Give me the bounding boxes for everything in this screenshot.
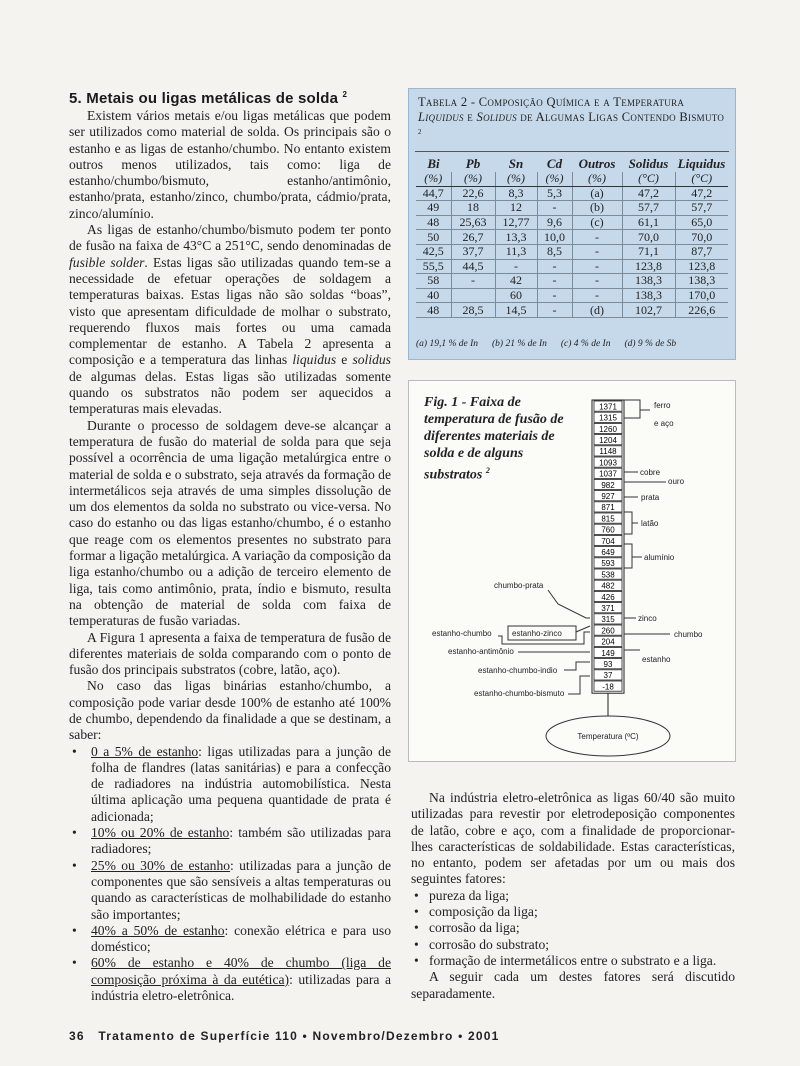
solidus-term: solidus [352,352,391,368]
table-cell: 60 [495,288,537,303]
estanho-antimonio-label: estanho-antimônio [448,647,514,656]
chumbo-label: chumbo [674,630,703,639]
scale-tick-label: 1093 [599,458,617,468]
table-cell: - [537,274,572,289]
scale-tick-label: 1204 [599,436,617,445]
table-cell: - [495,259,537,274]
table-cell: 71,1 [622,244,675,259]
scale-tick-label: 149 [601,648,615,658]
scale-tick-label: 93 [603,660,613,669]
prata-label: prata [641,493,660,502]
table-cell: - [572,259,622,274]
table-row [416,186,728,201]
table-cell: 8,5 [537,244,572,259]
estanho-zinco-leader [576,626,590,632]
table-cell: 87,7 [675,244,728,259]
table-cell: - [537,288,572,303]
estanho-chumbo-bismuto-label: estanho-chumbo-bismuto [474,689,565,698]
table-title-liquidus: Liquidus [418,110,464,124]
latao-bracket [624,512,632,534]
table-cell: 26,7 [451,230,495,245]
list-item-key: 60% de estanho e 40% de chumbo (liga de composição próxima à da eutética) [91,955,391,987]
liquidus-term: liquidus [292,352,337,368]
table-cell: 138,3 [622,274,675,289]
table-cell: 70,0 [622,230,675,245]
table-cell: 12 [495,201,537,216]
scale-tick-label: 426 [601,592,615,602]
scale-tick-label: 482 [601,581,615,591]
table-cell: 49 [416,201,451,216]
paragraph-2-start: As ligas de estanho/chumbo/bismuto podem ter ponto de fusão na faixa de 43°C a 251°C, sendo denominadas de [69,222,391,254]
scale-tick-label: 927 [601,492,615,501]
scale-tick-label: 1315 [599,413,617,423]
table-cell: 9,6 [537,215,572,230]
ferro-label: ferro [654,401,671,410]
table-note: (d) 9 % de Sb [624,339,677,349]
list-item [69,955,391,1004]
scale-tick-label: 704 [601,536,615,546]
table-cell: (d) [572,303,622,318]
table-row [416,288,728,303]
table-cell: 138,3 [675,274,728,289]
table-cell: - [572,288,622,303]
list-item: • corrosão da liga; [411,920,735,936]
estanho-chumbo-indio-leader [564,662,590,670]
list-item-text: : utilizadas para a indústria eletro-eletrônica. [91,971,391,1004]
figure-caption-text: Fig. 1 - Faixa de temperatura de fusão de diferentes materiais de solda e de alguns substratos [424,395,564,483]
figure-caption-ref: 2 [485,466,490,475]
table-cell: 44,7 [416,186,451,201]
scale-tick-label: 1148 [599,447,617,457]
table-cell: 50 [416,230,451,245]
column-unit: (°C) [675,172,728,186]
section-heading-text: 5. Metais ou ligas metálicas de solda [69,90,339,107]
scale-tick-label: 204 [601,637,615,647]
table-cell: 57,7 [675,201,728,216]
table-cell: - [451,274,495,289]
temperature-label: Temperatura (ºC) [577,732,639,741]
table-cell: 8,3 [495,186,537,201]
table-cell: 48 [416,215,451,230]
column-header: Sn [508,156,524,171]
list-item-key: 40% a 50% de estanho [91,922,225,938]
fusible-term: fusible solder [69,254,145,270]
table-cell: - [537,303,572,318]
table-cell: 138,3 [622,288,675,303]
table-row [416,215,728,230]
table-cell: - [572,244,622,259]
table-cell: (a) [572,186,622,201]
scale-tick-label: 1371 [599,402,617,412]
table-cell [451,288,495,303]
paragraph-1: Existem vários metais e/ou ligas metálicas que podem ser utilizados como material de solda. Os principais são o estanho e as ligas de estanho/chumbo. No entanto existem outros menos utilizados, tais como: liga de estanho/chumbo/bismuto, estanho/antimônio, estanho/prata, estanho/zinco, chumbo/prata, cádmio/prata, zinco/alumínio. [69,108,391,221]
scale-tick-label: 260 [601,626,615,636]
column-unit: (%) [451,172,495,186]
column-header: Liquidus [677,156,726,171]
table-cell: 47,2 [675,186,728,201]
table-cell: (b) [572,201,622,216]
table-note: (c) 4 % de In [560,339,611,349]
scale-tick-label: 538 [601,570,615,580]
estanho-chumbo-bismuto-leader [568,676,590,694]
estanho-chumbo-label: estanho-chumbo [432,629,492,638]
table-cell: 11,3 [495,244,537,259]
table-title-ref: 2 [418,128,422,136]
table-cell: 57,7 [622,201,675,216]
column-header: Bi [427,156,440,171]
scale-tick-label: -18 [602,682,614,692]
table-cell: 123,8 [675,259,728,274]
list-item-text: : ligas utilizadas para a junção de folha de flandres (latas sanitárias) e para a confecção de radiadores na indústria automobilística. Nesta última aplicação uma pequena quantidade de prata é adicionada; [91,743,391,824]
column-header: Outros [578,156,616,171]
table-row [416,303,728,318]
table-cell: 44,5 [451,259,495,274]
right-column [411,790,735,1002]
list-item [69,858,391,923]
table-cell: 25,63 [451,215,495,230]
table-row [416,244,728,259]
cobre-label: cobre [640,468,661,477]
column-header: Cd [546,156,563,171]
table-cell: 48 [416,303,451,318]
table-cell: 58 [416,274,451,289]
scale-tick-label: 371 [601,604,615,613]
table-row [416,259,728,274]
scale-tick-label: 871 [601,503,615,513]
paragraph-5: No caso das ligas binárias estanho/chumbo, a composição pode variar desde 100% de estanho até 100% de chumbo, dependendo da finalidade a que se destinam, a saber: [69,678,391,743]
table-row [416,201,728,216]
table-notes [416,339,728,349]
column-unit: (%) [572,172,622,186]
table-cell: - [537,259,572,274]
scale-tick-label: 982 [601,480,615,490]
table-title-solidus: Solidus [476,110,517,124]
table-cell: - [572,230,622,245]
section-heading [69,90,347,107]
scale-tick-label: 649 [601,548,615,557]
table-cell: 123,8 [622,259,675,274]
list-item: • composição da liga; [411,904,735,920]
table-cell: 12,77 [495,215,537,230]
table-cell: 14,5 [495,303,537,318]
column-unit: (%) [495,172,537,186]
table-cell: 55,5 [416,259,451,274]
ferro-bracket [624,400,640,418]
table-note: (b) 21 % de In [492,339,547,349]
right-intro: Na indústria eletro-eletrônica as ligas 60/40 são muito utilizadas para revestir por eletrodeposição componentes de latão, cobre e aço, com a finalidade de proporcionar-lhes características de soldabilidade. Estas características, no entanto, podem ser afetadas por um ou mais dos seguintes fatores: [411,790,735,887]
list-item-text: : conexão elétrica e para uso doméstico; [91,922,391,955]
table-top-rule [415,151,729,152]
column-header: Solidus [628,156,669,171]
table-cell: 22,6 [451,186,495,201]
table-cell: 170,0 [675,288,728,303]
table-cell: 47,2 [622,186,675,201]
chumbo-prata-leader [548,590,590,618]
left-column [69,108,391,1004]
estanho-zinco-label: estanho-zinco [512,629,562,638]
estanho-chumbo-indio-label: estanho-chumbo-indio [478,666,558,675]
estanho-label: estanho [642,655,671,664]
table-cell: 40 [416,288,451,303]
column-unit: (%) [537,172,572,186]
scale-tick-label: 760 [601,525,615,535]
right-closing: A seguir cada um destes fatores será discutido separadamente. [411,969,735,1001]
alloy-list [69,744,391,1005]
and-word: e [336,352,353,368]
scale-tick-label: 593 [601,559,615,569]
paragraph-2 [69,222,391,418]
ouro-label: ouro [668,477,685,486]
table-cell: - [537,201,572,216]
table-title-e: e [463,110,477,124]
column-header: Pb [465,156,481,171]
column-unit: (%) [416,172,451,186]
list-item: • formação de intermetálicos entre o substrato e a liga. [411,953,735,969]
aluminio-label: alumínio [644,553,675,562]
table-cell: 13,3 [495,230,537,245]
table-cell: 28,5 [451,303,495,318]
scale-tick-label: 37 [603,671,613,681]
list-item-key: 0 a 5% de estanho [91,743,199,759]
scale-tick-label: 315 [601,615,615,625]
temperature-scale [592,400,624,716]
table-title-a: Tabela 2 - Composição Química e a Temperatura [418,95,685,109]
table-cell: (c) [572,215,622,230]
composition-table [416,156,728,318]
table-cell: 37,7 [451,244,495,259]
latao-label: latão [641,519,659,528]
zinco-label: zinco [638,614,657,623]
table-note: (a) 19,1 % de In [416,339,478,349]
aluminio-bracket [624,544,632,568]
list-item [69,923,391,956]
list-item [69,825,391,858]
table-cell: 42,5 [416,244,451,259]
column-unit: (°C) [622,172,675,186]
scale-tick-label: 815 [601,514,615,524]
scale-tick-label: 1037 [599,469,617,479]
table-cell: 70,0 [675,230,728,245]
table-title [418,95,728,143]
melting-range-diagram [408,380,734,760]
paragraph-2-mid: . Estas ligas são utilizadas quando tem-se a necessidade de efetuar operações de soldagem a temperaturas baixas. Estas ligas não são soldas “boas”, visto que apresentam dificuldade de molhar o substrato, requerendo fluxos mais fortes ou uma camada complementar de estanho. A Tabela 2 apresenta a composição e a temperatura das linhas [69,254,391,368]
table-cell: 61,1 [622,215,675,230]
chumbo-prata-label: chumbo-prata [494,581,544,590]
table-cell: 226,6 [675,303,728,318]
table-cell: 42 [495,274,537,289]
aco-label: e aço [654,419,674,428]
table-cell: 10,0 [537,230,572,245]
list-item-text: : também são utilizadas para radiadores; [91,825,391,857]
table-cell: - [572,274,622,289]
paragraph-3: Durante o processo de soldagem deve-se alcançar a temperatura de fusão do material de solda para que seja possível a ocorrência de uma ligação metalúrgica entre o material de solda e o substrato, seja através da formação de intermetálicos seja através de uma simples dissolução de um dos elementos da solda no substrato ou vice-versa. No caso do estanho ou das ligas estanho/chumbo, é o estanho que reage com os elementos presentes no substrato para formar a ligação metalúrgica. A variação da composição da liga estanho/chumbo ou a adição de terceiro elemento de liga, tais como antimônio, prata, índio e bismuto, resulta na obtenção de material de solda com faixa de temperaturas de fusão variadas. [69,417,391,629]
table-row [416,230,728,245]
list-item: • corrosão do substrato; [411,937,735,953]
list-item-text: : utilizadas para a junção de componentes que são sensíveis a altas temperaturas ou quando as características de molhabilidade do estanho são importantes; [91,857,391,922]
list-item [69,744,391,825]
table-cell: 102,7 [622,303,675,318]
table-cell: 65,0 [675,215,728,230]
table-row [416,274,728,289]
table-title-b: de Algumas Ligas Contendo Bismuto [516,110,725,124]
factor-list [411,888,735,969]
table-cell: 5,3 [537,186,572,201]
page-footer: 36 Tratamento de Superfície 110 • Novembro/Dezembro • 2001 [69,1029,500,1043]
paragraph-2-tail: de algumas delas. Estas ligas são utilizadas somente quando os substratos não podem ser aquecidos a temperaturas mais elevadas. [69,368,391,417]
paragraph-4: A Figura 1 apresenta a faixa de temperatura de fusão de diferentes materiais de solda comparando com o ponto de fusão dos principais substratos (cobre, latão, aço). [69,629,391,678]
table-cell: 18 [451,201,495,216]
list-item-key: 10% ou 20% de estanho [91,825,230,841]
scale-tick-label: 1260 [599,424,617,434]
list-item-key: 25% ou 30% de estanho [91,857,231,873]
list-item: • pureza da liga; [411,888,735,904]
heading-ref: 2 [342,90,348,99]
